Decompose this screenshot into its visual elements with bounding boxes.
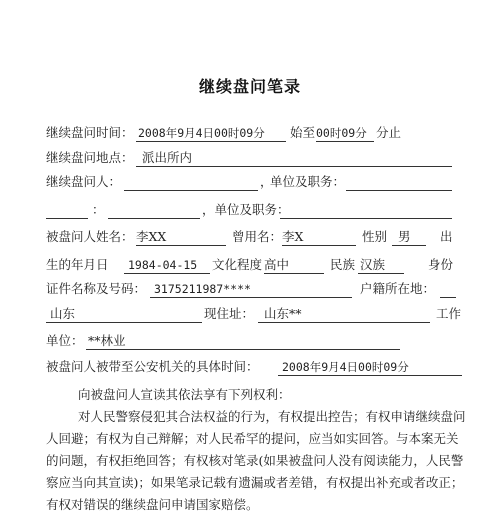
row-birth-details (0, 256, 500, 274)
label-end: 分止 (376, 125, 402, 140)
row-subject-name (0, 228, 500, 246)
rights-body: 对人民警察侵犯其合法权益的行为，有权提出控告；有权申请继续盘问人回避；有权为自己辩解；对人民希罕的提问，应当如实回答。与本案无关的问题，有权拒绝回答；有权核对笔录(如果被盘问人没有阅读能力，人民警察应当向其宣读)；如果笔录记载有遗漏或者差错，有权提出补充或者改正；有权对错误的继续盘问申请国家赔偿。 (46, 409, 466, 512)
label-birth-start: 出 (440, 229, 453, 244)
label-unit-position-1: 单位及职务： (270, 174, 346, 189)
label-sex: 性别 (362, 229, 388, 244)
rights-intro: 向被盘问人宣读其依法享有下列权利： (78, 387, 291, 402)
row-work-unit (0, 332, 500, 350)
field-alias[interactable]: 李X (282, 228, 356, 246)
row-id-number (0, 280, 500, 298)
field-birth-date[interactable]: 1984-04-15 (124, 256, 210, 274)
label-questioning-place: 继续盘问地点： (46, 150, 134, 165)
row-address (0, 305, 500, 323)
field-ethnicity[interactable]: 汉族 (358, 256, 404, 274)
label-work-start: 工作 (436, 306, 462, 321)
field-taken-time[interactable]: 2008年9月4日00时09分 (278, 358, 462, 376)
row-questioning-time (0, 124, 500, 142)
field-domicile[interactable]: 山东 (46, 305, 202, 323)
field-unit-position-1[interactable] (346, 173, 452, 191)
label-unit-position-2: ，单位及职务： (202, 202, 290, 217)
label-id-start: 身份 (428, 257, 454, 272)
field-domicile-start[interactable] (440, 280, 456, 298)
field-questioner-1[interactable] (124, 173, 258, 191)
field-work-unit[interactable]: **林业 (86, 332, 400, 350)
row-questioner (0, 173, 500, 191)
label-domicile: 户籍所在地： (360, 281, 436, 296)
row-questioner-2 (0, 201, 500, 219)
label-taken-time: 被盘问人被带至公安机关的具体时间： (46, 359, 259, 374)
field-sex[interactable]: 男 (392, 228, 426, 246)
label-birth-date: 生的年月日 (46, 257, 109, 272)
label-id-number: 证件名称及号码： (46, 281, 147, 296)
separator-comma: ， (260, 174, 273, 189)
label-ethnicity: 民族 (330, 257, 356, 272)
label-questioning-time: 继续盘问时间： (46, 125, 134, 140)
field-end-time[interactable]: 00时09分 (316, 124, 374, 142)
separator-colon: ： (92, 202, 105, 217)
field-questioner-2[interactable] (46, 201, 88, 219)
label-subject-name: 被盘问人姓名： (46, 229, 134, 244)
label-education: 文化程度 (212, 257, 263, 272)
field-start-time[interactable]: 2008年9月4日00时09分 (136, 124, 286, 142)
field-place[interactable]: 派出所内 (136, 149, 452, 167)
label-start-to: 始至 (290, 125, 316, 140)
label-questioner: 继续盘问人： (46, 174, 122, 189)
field-unit-position-2[interactable] (280, 201, 452, 219)
label-work-unit: 单位： (46, 333, 84, 348)
row-taken-time (0, 358, 500, 376)
label-alias: 曾用名： (232, 229, 283, 244)
field-education[interactable]: 高中 (264, 256, 324, 274)
field-questioner-2-name[interactable] (108, 201, 200, 219)
field-id-number[interactable]: 3175211987**** (150, 280, 352, 298)
field-subject-name[interactable]: 李XX (136, 228, 226, 246)
label-current-address: 现住址： (204, 306, 255, 321)
field-current-address[interactable]: 山东** (258, 305, 430, 323)
document-title: 继续盘问笔录 (198, 77, 301, 96)
row-questioning-place (0, 149, 500, 167)
